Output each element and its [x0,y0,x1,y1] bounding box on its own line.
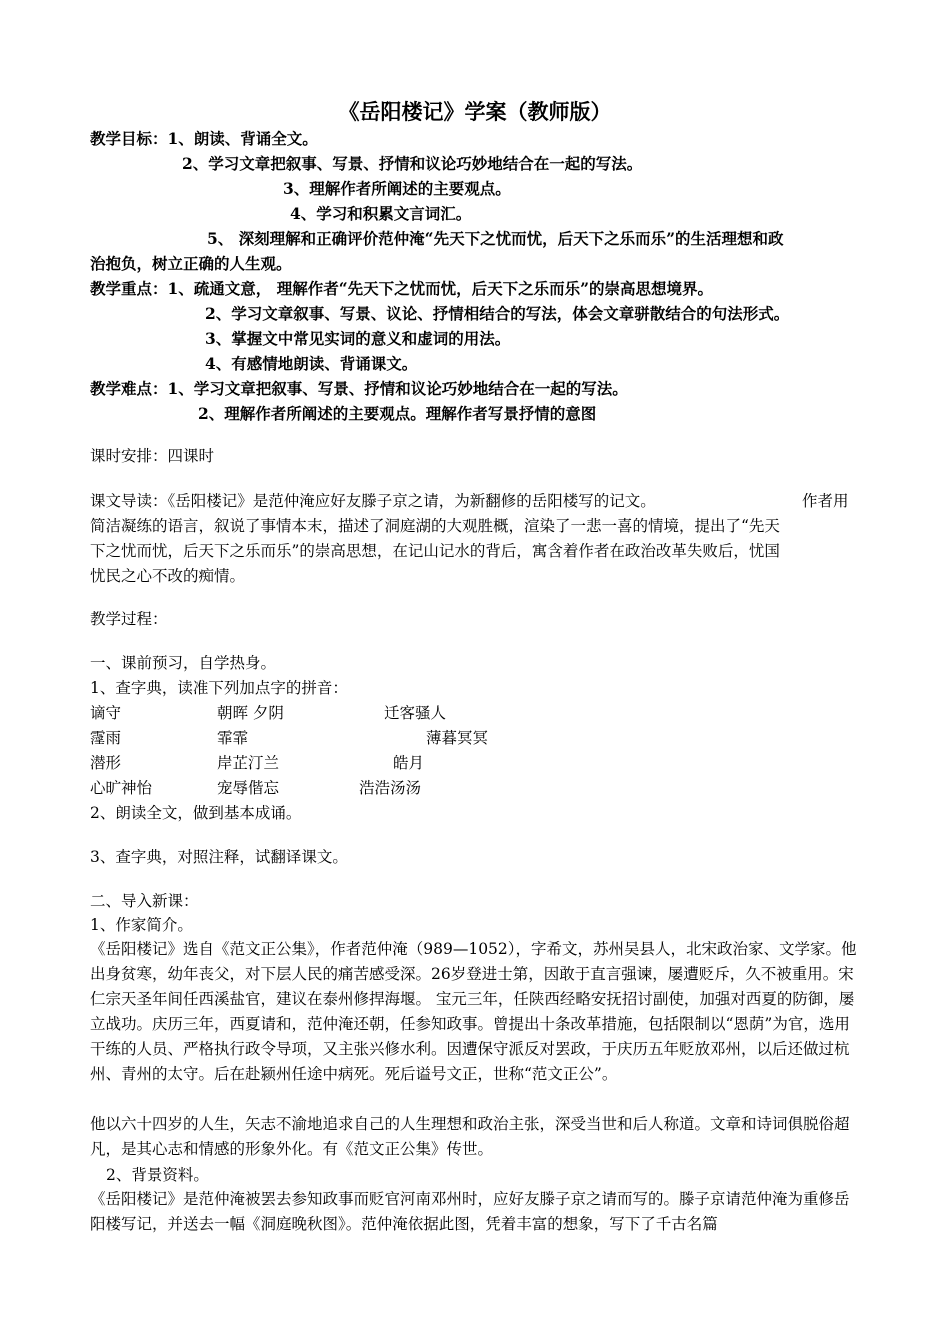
difficulty-line-1 [90,378,628,400]
goals-label: 教学目标： [90,129,168,148]
word-item: 薄暮冥冥 [426,729,489,747]
focus-4: 4、有感情地朗读、背诵课文。 [205,354,418,373]
word-item: 霏霏 [217,729,249,747]
difficulty-1: 1、学习文章把叙事、写景、抒情和议论巧妙地结合在一起的写法。 [167,379,628,398]
part2-heading: 二、导入新课： [90,892,199,910]
process-heading: 教学过程： [90,610,168,628]
author-biography: 《岳阳楼记》选自《范文正公集》，作者范仲淹（989—1052），字希文，苏州吴县人，北宋政治家、文学家。他出身贫寒，幼年丧父，对下层人民的痛苦感受深。26岁登进士第，因敢于直言强谏，屡遭贬斥，久不被重用。宋仁宗天圣年间任西溪盐官，建议在泰州修捍海堰。 宝元三年，任陕西经略安抚招讨副使，加强对西夏的防御，屡立战功。庆历三年，西夏请和，范仲淹还朝，任参知政事。曾提出十条改革措施，包括限制以“恩荫”为官，选用干练的人员、严格执行政令导项，又主张兴修水利。因遭保守派反对罢政，于庆历五年贬放邓州，以后还做过杭州、青州的太守。后在赴颍州任途中病死。死后谥号文正，世称“范文正公”。 [90,940,857,1083]
word-item: 朝晖 夕阴 [217,704,284,722]
goals-line-1 [90,128,318,150]
goal-2: 2、学习文章把叙事、写景、抒情和议论巧妙地结合在一起的写法。 [182,154,643,173]
focus-2: 2、学习文章叙事、写景、议论、抒情相结合的写法，体会文章骈散结合的句法形式。 [205,304,790,323]
focus-3: 3、掌握文中常见实词的意义和虚词的用法。 [205,329,511,348]
goal-1: 1、朗读、背诵全文。 [167,129,318,148]
goal-3: 3、理解作者所阐述的主要观点。 [283,179,511,198]
background-heading: 2、背景资料。 [106,1166,209,1184]
part1-heading: 一、课前预习，自学热身。 [90,654,277,672]
focus-label: 教学重点： [90,279,168,298]
part1-step-1: 1、查字典，读准下列加点字的拼音： [90,679,348,697]
difficulty-label: 教学难点： [90,379,168,398]
guide-line-4: 忧民之心不改的痴情。 [90,567,246,585]
focus-1: 1、疏通文意， 理解作者“先天下之忧而忧，后天下之乐而乐”的崇高思想境界。 [167,279,714,298]
guide-line-2: 简洁凝练的语言，叙说了事情本末，描述了洞庭湖的大观胜概，渲染了一悲一喜的情境，提出了“先天 [90,517,780,535]
document-title: 《岳阳楼记》学案（教师版） [338,99,612,124]
word-item: 潜形 [90,754,122,772]
guide-line-1-end: 作者用 [802,492,849,510]
goal-5-line-1: 5、 深刻理解和正确评价范仲淹“先天下之忧而忧，后天下之乐而乐”的生活理想和政 [207,229,784,248]
word-item: 宠辱偕忘 [217,779,280,797]
word-item: 皓月 [393,754,425,772]
author-intro-heading: 1、作家简介。 [90,916,193,934]
word-item: 岸芷汀兰 [217,754,280,772]
guide-line-3: 下之忧而忧，后天下之乐而乐”的崇高思想，在记山记水的背后，寓含着作者在政治改革失败后，忧国 [90,542,780,560]
word-item: 心旷神怡 [90,779,153,797]
word-item: 谪守 [90,704,122,722]
part1-step-3: 3、查字典，对照注释，试翻译课文。 [90,848,348,866]
guide-line-1: 课文导读：《岳阳楼记》是范仲淹应好友滕子京之请，为新翻修的岳阳楼写的记文。 [90,492,656,510]
goal-5-line-2: 治抱负，树立正确的人生观。 [90,254,292,273]
author-legacy: 他以六十四岁的人生，矢志不渝地追求自己的人生理想和政治主张，深受当世和后人称道。文章和诗词俱脱俗超凡，是其心志和情感的形象外化。有《范文正公集》传世。 [90,1115,850,1158]
word-item: 霪雨 [90,729,122,747]
background-text: 《岳阳楼记》是范仲淹被罢去参知政事而贬官河南邓州时，应好友滕子京之请而写的。滕子京请范仲淹为重修岳阳楼写记，并送去一幅《洞庭晚秋图》。范仲淹依据此图，凭着丰富的想象，写下了千古名篇 [90,1190,850,1233]
difficulty-2: 2、理解作者所阐述的主要观点。理解作者写景抒情的意图 [198,404,597,423]
class-schedule: 课时安排：四课时 [90,447,215,465]
word-item: 迁客骚人 [384,704,447,722]
part1-step-2: 2、朗读全文，做到基本成诵。 [90,804,302,822]
focus-line-1 [90,278,713,300]
goal-4: 4、学习和积累文言词汇。 [290,204,472,223]
word-item: 浩浩汤汤 [359,779,422,797]
